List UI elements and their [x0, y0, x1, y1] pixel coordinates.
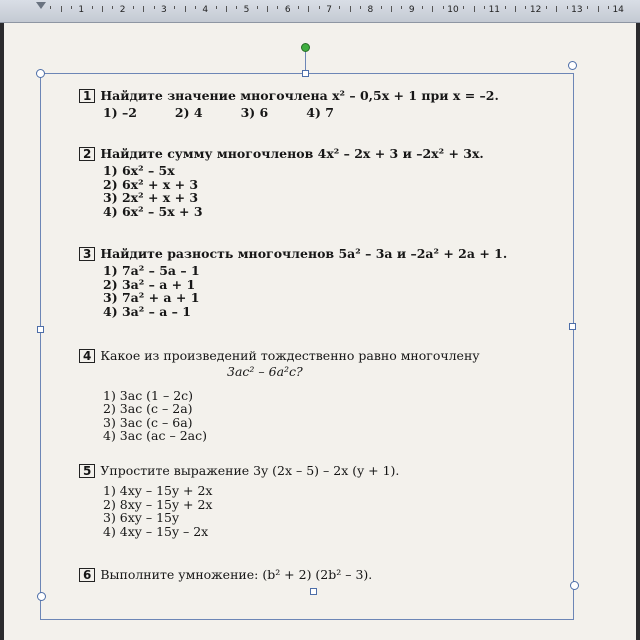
ruler-number: 6 [284, 5, 291, 15]
ruler-number: 11 [488, 5, 501, 15]
answer-options [103, 389, 549, 443]
task-number-box: 5 [79, 464, 95, 478]
answer-option: 1) 7a² – 5a – 1 [103, 263, 200, 278]
rotation-handle-stem [305, 52, 306, 70]
ruler-number: 9 [408, 5, 415, 15]
ruler-tick [443, 6, 444, 9]
ruler-tick [515, 6, 516, 12]
ruler-number: 10 [447, 5, 459, 15]
ruler-tick [350, 6, 351, 12]
resize-handle-bottom-right[interactable] [570, 581, 579, 590]
task-question: Упростите выражение 3y (2x – 5) – 2x (y + 1). [100, 463, 400, 478]
ruler-number: 5 [243, 5, 250, 15]
ruler-tick [567, 6, 568, 9]
ruler-tick [133, 6, 134, 9]
ruler-tick [381, 6, 382, 9]
ruler-tick [587, 6, 588, 9]
ruler-tick [174, 6, 175, 9]
answer-option: 3) 2x² + x + 3 [103, 190, 199, 205]
ruler-tick [319, 6, 320, 9]
ruler-tick [226, 6, 227, 12]
answer-option: 4) 3ac (ac – 2ac) [103, 428, 207, 443]
ruler-tick [185, 6, 186, 12]
ruler-tick [92, 6, 93, 9]
rotation-handle[interactable] [301, 43, 310, 52]
ruler-tick [50, 6, 51, 9]
ruler-tick [195, 6, 196, 9]
task-number-box: 1 [79, 89, 95, 103]
ruler-number: 2 [119, 5, 126, 15]
resize-handle-top[interactable] [302, 70, 309, 77]
resize-handle-top-left[interactable] [36, 69, 45, 78]
task-number-box: 6 [79, 568, 95, 582]
ruler-tick [391, 6, 392, 12]
answer-options [103, 264, 549, 318]
answer-option: 2) 3ac (c – 2a) [103, 401, 193, 416]
task-1 [79, 89, 549, 120]
ruler-tick [422, 6, 423, 9]
task-2 [79, 147, 549, 218]
answer-option: 3) 7a² + a + 1 [103, 290, 200, 305]
task-number-box: 3 [79, 247, 95, 261]
answer-options [103, 484, 549, 538]
task-question: Найдите сумму многочленов 4x² – 2x + 3 и –2x² + 3x. [100, 146, 484, 161]
ruler-tick [112, 6, 113, 9]
ruler-number: 14 [612, 5, 624, 15]
ruler-tick [484, 6, 485, 9]
resize-handle-left[interactable] [37, 326, 44, 333]
task-number-box: 2 [79, 147, 95, 161]
document-page [4, 23, 636, 640]
answer-options [103, 164, 549, 218]
ruler-tick [432, 6, 433, 12]
ruler-number: 13 [571, 5, 583, 15]
answer-option: 2) 8xy – 15y + 2x [103, 496, 213, 512]
answer-options [103, 106, 549, 120]
ruler-tick [546, 6, 547, 9]
answer-option: 4) 7 [306, 105, 334, 120]
answer-option: 4) 3a² – a – 1 [103, 303, 191, 319]
ruler-tick [257, 6, 258, 9]
ruler-tick [525, 6, 526, 9]
answer-option: 1) 4xy – 15y + 2x [103, 483, 213, 498]
answer-option: 2) 6x² + x + 3 [103, 176, 199, 192]
resize-handle-right[interactable] [569, 323, 576, 330]
answer-option: 1) 6x² – 5x [103, 163, 175, 178]
ruler-number: 4 [202, 5, 209, 15]
ruler-tick [463, 6, 464, 9]
task-question: Выполните умножение: (b² + 2) (2b² – 3). [100, 567, 373, 582]
answer-option: 3) 3ac (c – 6a) [103, 414, 193, 430]
horizontal-ruler[interactable] [0, 0, 640, 23]
resize-handle-bottom-left[interactable] [37, 592, 46, 601]
ruler-tick [474, 6, 475, 12]
ruler-tick [339, 6, 340, 9]
answer-option: 4) 6x² – 5x + 3 [103, 203, 203, 219]
resize-handle-top-right[interactable] [568, 61, 577, 70]
answer-option: 1) 3ac (1 – 2c) [103, 387, 194, 403]
ruler-tick [598, 6, 599, 12]
task-6 [79, 568, 549, 582]
task-4 [79, 349, 549, 443]
ruler-tick [505, 6, 506, 9]
task-question: Найдите разность многочленов 5a² – 3a и –2a² + 2a + 1. [100, 246, 508, 261]
ruler-tick [102, 6, 103, 12]
task-question: Найдите значение многочлена x² – 0,5x + 1 при x = –2. [100, 88, 499, 103]
answer-option: 1) –2 [103, 105, 137, 120]
task-5 [79, 464, 549, 538]
resize-handle-bottom[interactable] [310, 588, 317, 595]
ruler-tick [154, 6, 155, 9]
ruler-number: 7 [326, 5, 332, 15]
ruler-tick [61, 6, 62, 12]
ruler-tick [71, 6, 72, 9]
ruler-tick [360, 6, 361, 9]
ruler-tick [216, 6, 217, 9]
answer-option: 3) 6xy – 15y [103, 510, 180, 525]
ruler-tick [236, 6, 237, 9]
answer-option: 4) 4xy – 15y – 2x [103, 523, 209, 539]
task-question-expression: 3ac² – 6a²c? [227, 364, 303, 379]
ruler-tick [143, 6, 144, 12]
task-number-box: 4 [79, 349, 95, 363]
ruler-tick [608, 6, 609, 9]
ruler-number: 8 [367, 5, 374, 15]
ruler-tick [277, 6, 278, 9]
ruler-number: 1 [78, 5, 85, 15]
ruler-number: 3 [161, 5, 167, 15]
task-3 [79, 247, 549, 318]
answer-option: 2) 3a² – a + 1 [103, 276, 196, 292]
ruler-tick [298, 6, 299, 9]
ruler-tick [308, 6, 309, 12]
answer-option: 3) 6 [240, 105, 269, 120]
ruler-tick [556, 6, 557, 12]
ruler-number: 12 [529, 5, 542, 15]
task-question: Какое из произведений тождественно равно многочлену [100, 348, 480, 363]
answer-option: 2) 4 [174, 105, 203, 120]
ruler-tick [267, 6, 268, 12]
indent-marker[interactable] [36, 2, 46, 9]
ruler-tick [401, 6, 402, 9]
